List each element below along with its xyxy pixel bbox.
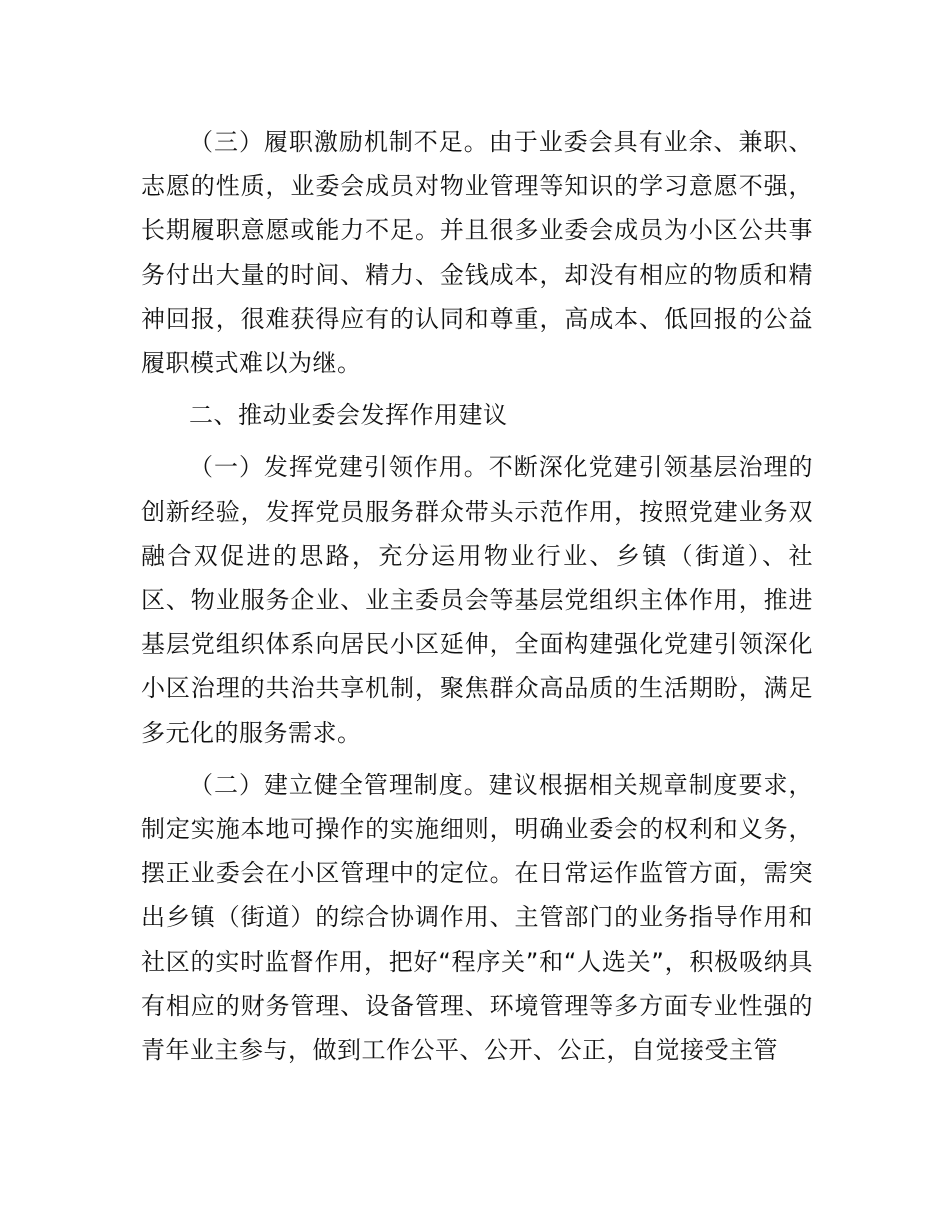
paragraph-gap — [141, 385, 813, 393]
paragraph-gap — [141, 755, 813, 763]
paragraph-management-system: （二）建立健全管理制度。建议根据相关规章制度要求，制定实施本地可操作的实施细则，明确业委会的权利和义务，摆正业委会在小区管理中的定位。在日常运作监管方面，需突出乡镇（街道）的综合协调作用、主管部门的业务指导作用和社区的实时监督作用，把好“程序关”和“人选关”，积极吸纳具有相应的财务管理、设备管理、环境管理等多方面专业性强的青年业主参与，做到工作公平、公开、公正，自觉接受主管 — [141, 770, 813, 1065]
paragraph-gap — [141, 437, 813, 445]
section-heading-suggestions: 二、推动业委会发挥作用建议 — [189, 401, 508, 430]
paragraph-incentive-mechanism: （三）履职激励机制不足。由于业委会具有业余、兼职、志愿的性质，业委会成员对物业管理等知识的学习意愿不强，长期履职意愿或能力不足。并且很多业委会成员为小区公共事务付出大量的时间、精力、金钱成本，却没有相应的物质和精神回报，很难获得应有的认同和尊重，高成本、低回报的公益履职模式难以为继。 — [141, 128, 813, 378]
document-body — [141, 120, 813, 1072]
paragraph-party-building: （一）发挥党建引领作用。不断深化党建引领基层治理的创新经验，发挥党员服务群众带头示范作用，按照党建业务双融合双促进的思路，充分运用物业行业、乡镇（街道）、社区、物业服务企业、业主委员会等基层党组织主体作用，推进基层党组织体系向居民小区延伸，全面构建强化党建引领深化小区治理的共治共享机制，聚焦群众高品质的生活期盼，满足多元化的服务需求。 — [141, 453, 813, 747]
